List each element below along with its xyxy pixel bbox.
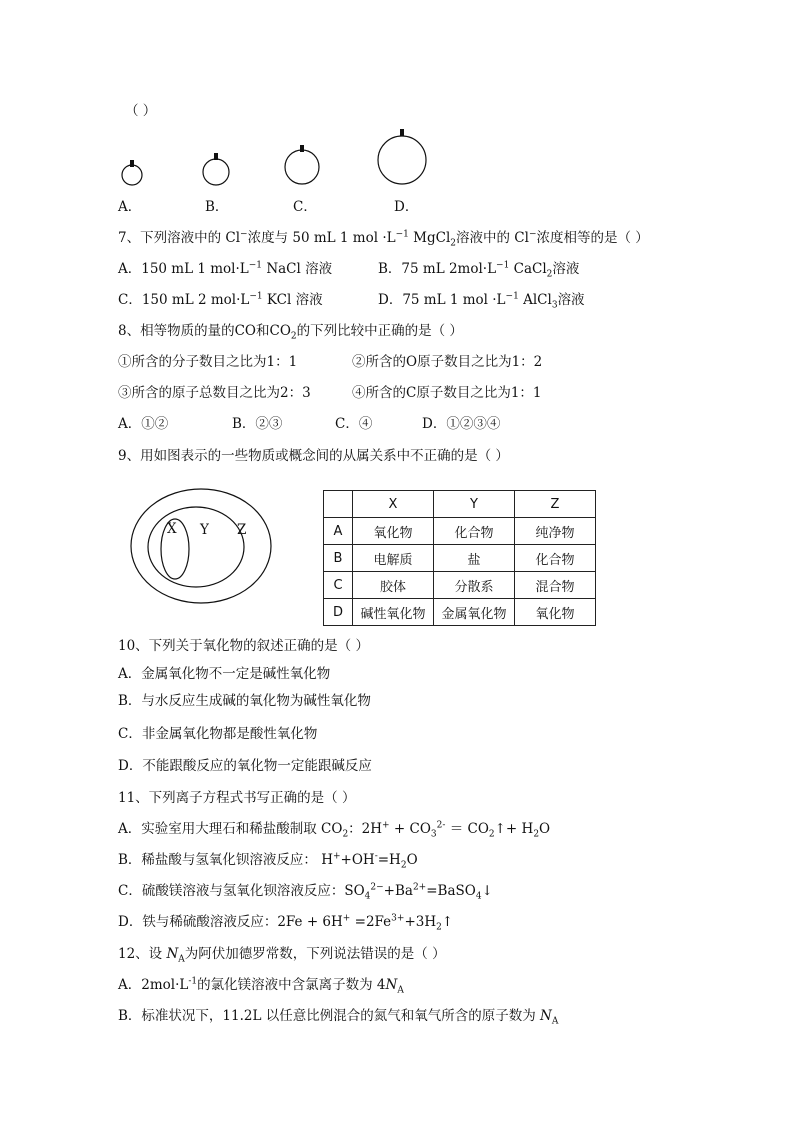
q8-stem: 8、相等物质的量的CO和$CO_2$的下列比较中正确的是（ ）	[118, 323, 463, 342]
table-header-cell: Y	[434, 491, 515, 518]
q8-statement-1: ①所含的分子数目之比为1：1	[118, 354, 298, 370]
venn-label-z: Z	[237, 522, 247, 538]
table-cell: 胶体	[353, 572, 434, 599]
table-header-cell: X	[353, 491, 434, 518]
table-cell: 氧化物	[353, 518, 434, 545]
q7-stem: 7、下列溶液中的 Cl−浓度与 50 mL 1 mol $\cdot L^{-1}$ MgCl$_2$溶液中的 Cl−浓度相等的是（ ）	[118, 229, 649, 249]
balloon-label-a: A．	[118, 199, 142, 215]
q8-statement-2: ②所含的O原子数目之比为1：2	[352, 354, 543, 370]
table-header-row	[324, 491, 596, 518]
q11-option-b: B．稀盐酸与氢氧化钡溶液反应： $H^++OH^-=H_2O$	[118, 851, 418, 871]
table-row	[324, 518, 596, 545]
q12-option-b: B．标准状况下，11.2L 以任意比例混合的氮气和氧气所含的原子数为 $N_A$	[118, 1008, 559, 1027]
balloon-label-c: C．	[293, 199, 317, 215]
balloon-a	[122, 165, 142, 185]
table-cell: B	[324, 545, 353, 572]
q8-option-a: A．①②	[118, 416, 169, 432]
balloon-c	[285, 150, 319, 184]
table-cell: 化合物	[515, 545, 596, 572]
venn-y-ellipse	[148, 507, 247, 587]
q10-option-b: B．与水反应生成碱的氧化物为碱性氧化物	[118, 693, 371, 709]
balloon-b	[203, 159, 229, 185]
table-cell: 盐	[434, 545, 515, 572]
table-cell: D	[324, 599, 353, 626]
balloon-c-knot	[300, 145, 304, 152]
balloon-d	[378, 136, 426, 184]
q7-option-b: B．75 mL $2mol\cdot L^{-1}$ CaCl$_2$溶液	[378, 260, 580, 280]
q12-option-a: A．$2mol\cdot L^{-1}$的氯化镁溶液中含氯离子数为 $4N_A$	[118, 976, 404, 996]
q11-option-d: D．铁与稀硫酸溶液反应：$2Fe + 6H^+ =2Fe^{3+}+3H_2↑$	[118, 913, 454, 933]
table-cell: 分散系	[434, 572, 515, 599]
q8-option-b: B．②③	[232, 416, 283, 432]
balloon-d-knot	[400, 129, 404, 136]
balloon-label-d: D．	[394, 199, 419, 215]
table-cell: 混合物	[515, 572, 596, 599]
table-cell: 金属氧化物	[434, 599, 515, 626]
table-row	[324, 572, 596, 599]
q8-option-c: C．④	[335, 416, 373, 432]
q11-option-c: C．硫酸镁溶液与氢氧化钡溶液反应：$SO_4^{2-}+Ba^{2+}=BaSO_4↓$	[118, 882, 493, 902]
balloon-label-b: B．	[205, 199, 229, 215]
table-cell: 氧化物	[515, 599, 596, 626]
q12-stem: 12、设 $N_A$为阿伏加德罗常数，下列说法错误的是（ ）	[118, 946, 446, 965]
q7-option-d: D．75 mL 1 mol $\cdot L^{-1}$ AlCl$_3$溶液	[378, 291, 585, 311]
table-header-cell: Z	[515, 491, 596, 518]
venn-label-x: X	[167, 521, 177, 537]
table-cell: C	[324, 572, 353, 599]
q8-option-d: D．①②③④	[422, 416, 501, 432]
q10-option-c: C．非金属氧化物都是酸性氧化物	[118, 726, 318, 742]
q7-option-a: A．150 mL 1 $mol\cdot L^{-1}$ NaCl 溶液	[118, 260, 333, 277]
q8-statement-3: ③所含的原子总数目之比为2：3	[118, 385, 311, 401]
q11-option-a: A．实验室用大理石和稀盐酸制取 $CO_2$：$2H^+ + CO_3^{2-}$ ＝ $CO_2↑+ H_2O$	[118, 820, 551, 840]
q7-option-c: C．150 mL 2 $mol\cdot L^{-1}$ KCl 溶液	[118, 291, 323, 308]
q10-stem: 10、下列关于氧化物的叙述正确的是（ ）	[118, 638, 369, 654]
balloon-a-knot	[130, 160, 134, 167]
table-cell: 电解质	[353, 545, 434, 572]
table-row	[324, 545, 596, 572]
q8-statement-4: ④所含的C原子数目之比为1：1	[352, 385, 542, 401]
q10-option-a: A．金属氧化物不一定是碱性氧化物	[118, 666, 331, 682]
table-header-cell	[324, 491, 353, 518]
q9-stem: 9、用如图表示的一些物质或概念间的从属关系中不正确的是（ ）	[118, 448, 509, 464]
table-cell: 化合物	[434, 518, 515, 545]
venn-z-ellipse	[131, 489, 271, 603]
table-cell: 碱性氧化物	[353, 599, 434, 626]
answer-blank: （ ）	[125, 103, 157, 119]
venn-label-y: Y	[200, 522, 209, 538]
balloon-figure	[0, 120, 794, 320]
table-row	[324, 599, 596, 626]
table-cell: A	[324, 518, 353, 545]
q10-option-d: D．不能跟酸反应的氧化物一定能跟碱反应	[118, 758, 372, 774]
table-cell: 纯净物	[515, 518, 596, 545]
relation-table	[323, 490, 596, 626]
q11-stem: 11、下列离子方程式书写正确的是（ ）	[118, 790, 356, 806]
